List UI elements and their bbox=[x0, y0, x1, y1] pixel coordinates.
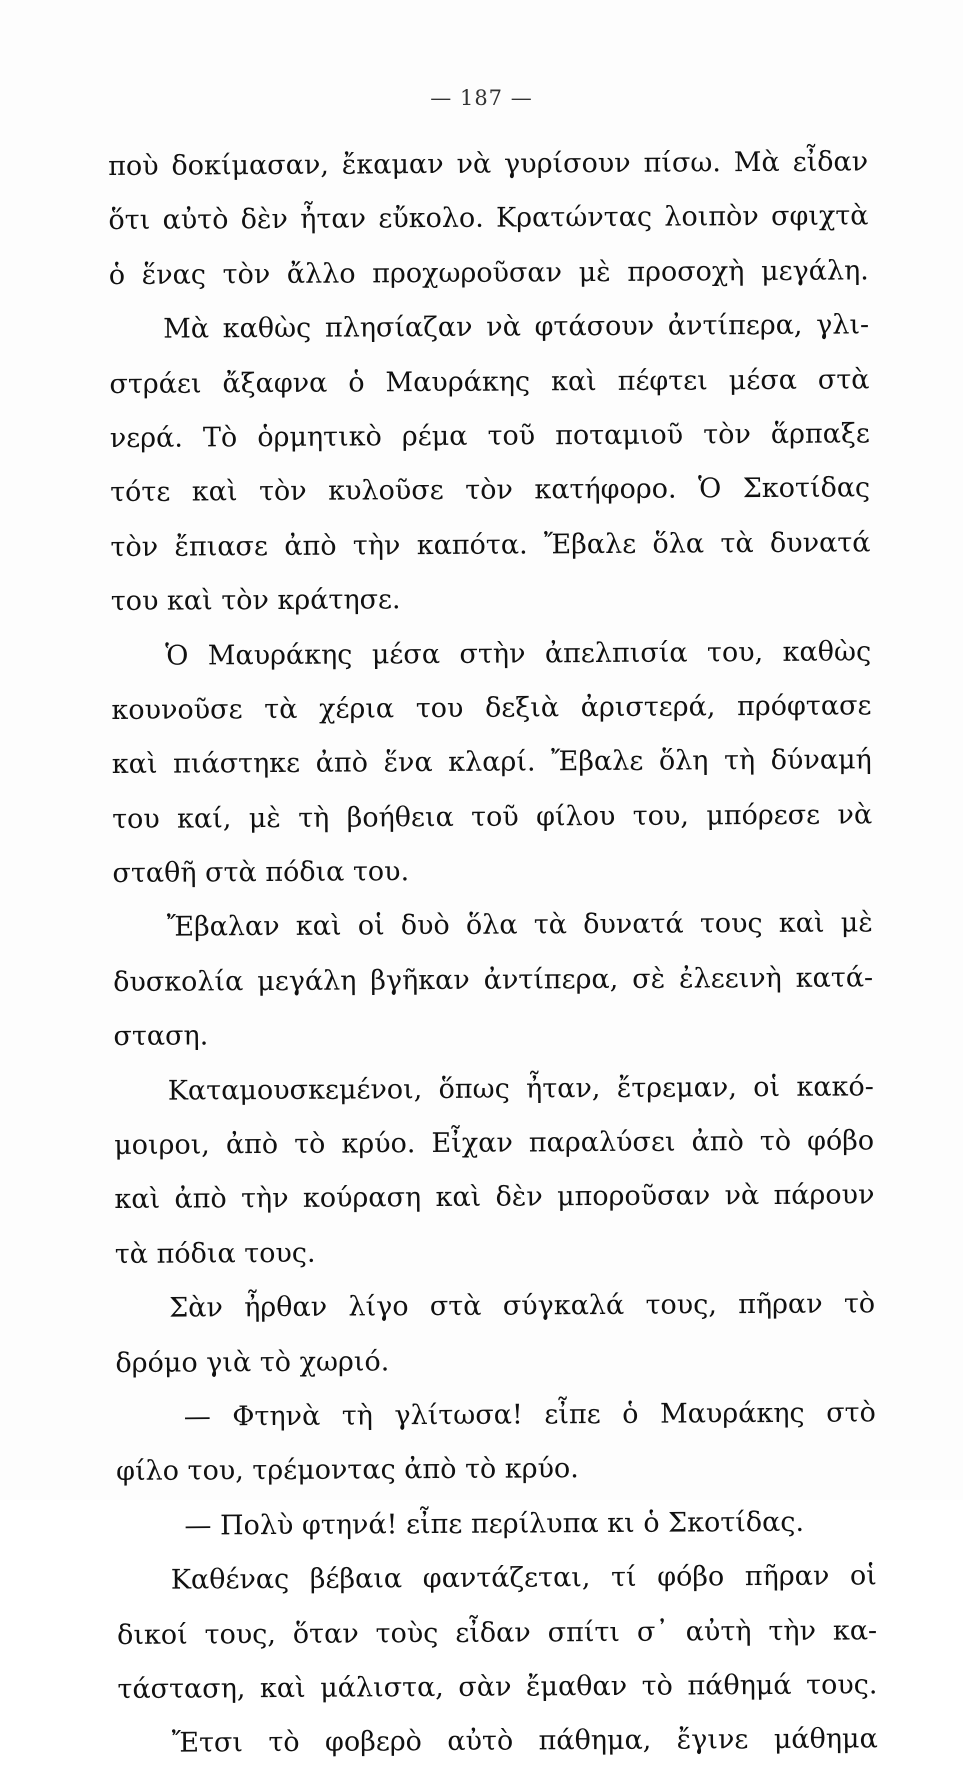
text-line: τότε καὶ τὸν κυλοῦσε τὸν κατήφορο. Ὁ Σκοτίδας bbox=[110, 472, 871, 509]
text-line: Καταμουσκεμένοι, ὅπως ἦταν, ἔτρεμαν, οἱ κακό- bbox=[167, 1070, 874, 1107]
text-line: μοιροι, ἀπὸ τὸ κρύο. Εἶχαν παραλύσει ἀπὸ τὸ φόβο bbox=[114, 1125, 875, 1162]
text-line: τάσταση, καὶ μάλιστα, σὰν ἔμαθαν τὸ πάθημά τους. bbox=[117, 1669, 878, 1705]
text-line: δικοί τους, ὅταν τοὺς εἶδαν σπίτι σ᾽ αὐτὴ τὴν κα- bbox=[117, 1614, 878, 1651]
text-line: τὸν ἔπιασε ἀπὸ τὴν καπότα. Ἔβαλε ὅλα τὰ δυνατά bbox=[110, 527, 871, 563]
dialogue-line: — Φτηνὰ τὴ γλίτωσα! εἶπε ὁ Μαυράκης στὸ bbox=[183, 1397, 876, 1433]
text-line: στράει ἄξαφνα ὁ Μαυράκης καὶ πέφτει μέσα στὰ bbox=[109, 363, 870, 400]
text-line: κουνοῦσε τὰ χέρια του δεξιὰ ἀριστερά, πρόφτασε bbox=[111, 690, 872, 726]
text-line: Καθένας βέβαια φαντάζεται, τί φόβο πῆραν οἱ bbox=[170, 1560, 877, 1596]
text-line: καὶ πιάστηκε ἀπὸ ἕνα κλαρί. Ἔβαλε ὅλη τὴ δύναμή bbox=[111, 744, 872, 781]
text-line: ὁ ἕνας τὸν ἄλλο προχωροῦσαν μὲ προσοχὴ μεγάλη. bbox=[108, 255, 869, 291]
text-line: τὰ πόδια τους. bbox=[114, 1237, 316, 1270]
page-number: — 187 — bbox=[430, 86, 533, 110]
text-line: Σὰν ἦρθαν λίγο στὰ σύγκαλά τους, πῆραν τὸ bbox=[169, 1288, 876, 1324]
text-line: Ἔβαλαν καὶ οἱ δυὸ ὅλα τὰ δυνατά τους καὶ μὲ bbox=[166, 907, 873, 944]
text-line: φίλο του, τρέμοντας ἀπὸ τὸ κρύο. bbox=[116, 1453, 579, 1488]
text-line: ποὺ δοκίμασαν, ἔκαμαν νὰ γυρίσουν πίσω. Μὰ εἶδαν bbox=[108, 146, 869, 182]
dialogue-line: — Πολὺ φτηνά! εἶπε περίλυπα κι ὁ Σκοτίδας. bbox=[184, 1506, 805, 1542]
text-line: Ἔτσι τὸ φοβερὸ αὐτὸ πάθημα, ἔγινε μάθημα bbox=[171, 1723, 878, 1759]
body-text bbox=[108, 135, 878, 1771]
text-line: σταθῆ στὰ πόδια του. bbox=[112, 856, 410, 890]
text-line: Μὰ καθὼς πλησίαζαν νὰ φτάσουν ἀντίπερα, γλι- bbox=[163, 309, 870, 345]
text-line: Ὁ Μαυράκης μέσα στὴν ἀπελπισία του, καθὼς bbox=[165, 635, 872, 672]
text-line: καὶ ἀπὸ τὴν κούραση καὶ δὲν μποροῦσαν νὰ πάρουν bbox=[114, 1179, 875, 1216]
text-line: ὅτι αὐτὸ δὲν ἦταν εὔκολο. Κρατώντας λοιπὸν σφιχτὰ bbox=[108, 200, 869, 237]
text-line: δρόμο γιὰ τὸ χωριό. bbox=[115, 1345, 390, 1379]
text-line: νερά. Τὸ ὁρμητικὸ ρέμα τοῦ ποταμιοῦ τὸν ἅρπαξε bbox=[109, 418, 870, 454]
text-line: σταση. bbox=[113, 1020, 209, 1053]
text-line: δυσκολία μεγάλη βγῆκαν ἀντίπερα, σὲ ἐλεεινὴ κατά- bbox=[113, 962, 874, 998]
text-line: του καὶ τὸν κράτησε. bbox=[110, 584, 401, 618]
text-line: του καί, μὲ τὴ βοήθεια τοῦ φίλου του, μπόρεσε νὰ bbox=[112, 799, 873, 835]
